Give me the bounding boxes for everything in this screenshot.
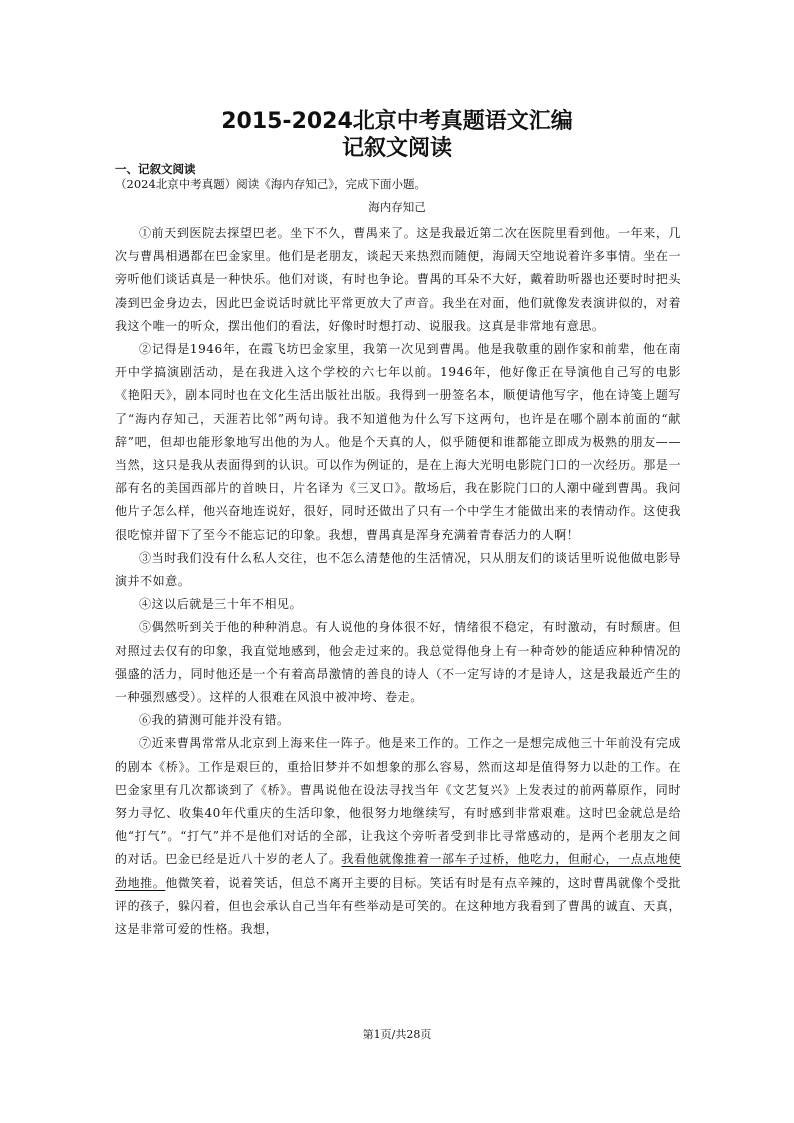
paragraph-3: ③当时我们没有什么私人交往，也不怎么清楚他的生活情况，只从朋友们的谈话里听说他做电影导演并不如意。 [115,550,681,589]
paragraph-1: ①前天到医院去探望巴老。坐下不久，曹禺来了。这是我最近第二次在医院里看到他。一年来，几次与曹禺相遇都在巴金家里。他们是老朋友，谈起天来热烈而随便，海阔天空地说着许多事情。坐在一旁听他们谈话真是一种快乐。他们对谈，有时也争论。曹禺的耳朵不大好，戴着助听器也还要时时把头凑到巴金身边去，因此巴金说话时就比平常更放大了声音。我坐在对面，他们就像发表演讲似的，对着我这个唯一的听众，摆出他们的看法，好像时时想打动、说服我。这真是非常地有意思。 [115,226,681,333]
essay-title: 海内存知己 [368,200,426,214]
question-intro: （2024北京中考真题）阅读《海内存知己》，完成下面小题。 [115,177,427,191]
document-title: 2015-2024北京中考真题语文汇编 [221,109,573,134]
paragraph-7-text-before: ⑦近来曹禺常常从北京到上海来住一阵子。他是来工作的。工作之一是想完成他三十年前没有完成的剧本《桥》。工作是艰巨的，重拾旧梦并不如想象的那么容易，然而这却是值得努力以赴的工作。在巴金家里有几次都谈到了《桥》。曹禺说他在设法寻找当年《文艺复兴》上发表过的前两幕原作，同时努力寻忆、收集40年代重庆的生活印象，他很努力地继续写，有时感到非常艰难。这时巴金就总是给他“打气”。“打气”并不是他们对话的全部，让我这个旁听者受到非比寻常感动的，是两个老朋友之间的对话。巴金已经是近八十岁的老人了。 [115,736,681,867]
paragraph-4: ④这以后就是三十年不相见。 [139,597,303,612]
section-heading: 一、记叙文阅读 [115,162,196,176]
underlined-sentence: 我看他就像推着一部车子过桥，他吃力，但耐心，一点点地使劲地推。 [115,852,681,890]
paragraph-7-text-after: 他微笑着，说着笑话，但总不离开主要的目标。笑话有时是有点辛辣的，这时曹禺就像个受批评的孩子，躲闪着，但也会承认自己当年有些举动是可笑的。在这种地方我看到了曹禺的诚直、天真，这是非常可爱的性格。我想， [115,875,681,937]
paragraph-7 [115,732,681,941]
paragraph-6: ⑥我的猜测可能并没有错。 [139,713,290,728]
paragraph-2: ②记得是1946年，在霞飞坊巴金家里，我第一次见到曹禺。他是我敬重的剧作家和前辈，他在南开中学搞演剧活动，是在我进入这个学校的六七年以前。1946年，他好像正在导演他自己写的电影《艳阳天》，剧本同时也在文化生活出版社出版。我得到一册签名本，顺便请他写字，他在诗笺上题写了“海内存知己，天涯若比邻”两句诗。我不知道他为什么写下这两句，也许是在哪个剧本前面的“献辞”吧，但却也能形象地写出他的为人。他是个天真的人，似乎随便和谁都能立即成为极熟的朋友——当然，这只是我从表面得到的认识。可以作为例证的，是在上海大光明电影院门口的一次经历。那是一部有名的美国西部片的首映日，片名译为《三叉口》。散场后，我在影院门口的人潮中碰到曹禺。我问他片子怎么样，他兴奋地连说好，很好，同时还做出了只有一个中学生才能做出来的表情动作。这使我很吃惊并留下了至今不能忘记的印象。我想，曹禺真是浑身充满着青春活力的人啊！ [115,342,681,542]
essay-body [115,222,681,941]
page-number: 第1页/共28页 [362,1028,432,1041]
paragraph-5: ⑤偶然听到关于他的种种消息。有人说他的身体很不好，情绪很不稳定，有时激动，有时颓唐。但对照过去仅有的印象，我直觉地感到，他会走过来的。我总觉得他身上有一种奇妙的能适应种种情况的强盛的活力，同时他还是一个有着高昂激情的善良的诗人（不一定写诗的才是诗人，这是我最近产生的一种强烈感受）。这样的人很难在风浪中被冲垮、卷走。 [115,620,681,705]
document-subtitle: 记叙文阅读 [341,136,452,161]
